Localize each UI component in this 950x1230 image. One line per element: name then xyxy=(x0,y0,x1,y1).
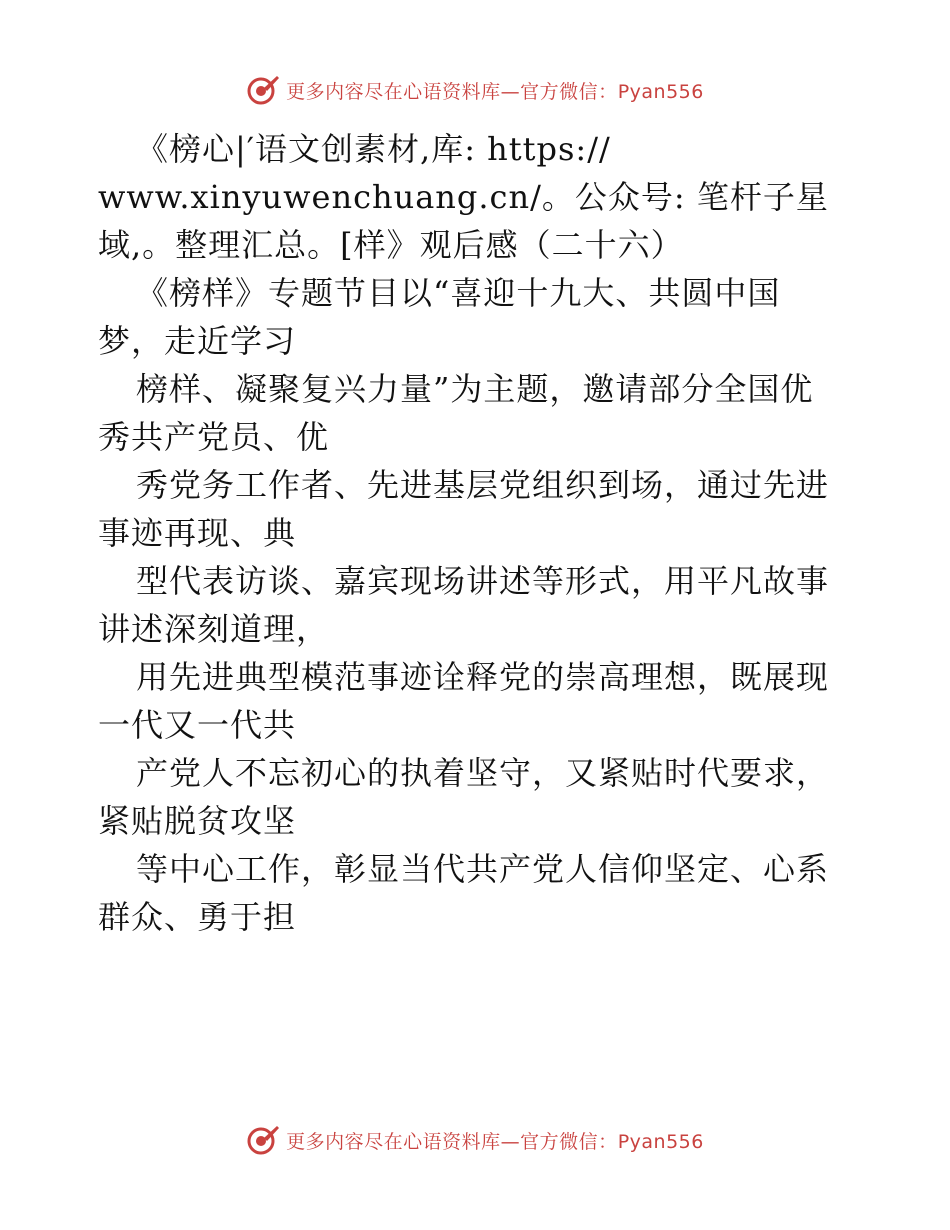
text-line: 《榜心|′语文创素材,库: https:// xyxy=(136,130,611,168)
banner-text xyxy=(286,1127,704,1154)
text-line: 一代又一代共 xyxy=(98,706,297,744)
text-line: 事迹再现、典 xyxy=(98,514,297,552)
banner-brand: 更多内容尽在心语资料库 xyxy=(286,1130,501,1153)
banner-brand: 更多内容尽在心语资料库 xyxy=(286,80,501,103)
footer-banner xyxy=(0,1120,950,1160)
text-line: 榜样、凝聚复兴力量”为主题，邀请部分全国优 xyxy=(136,370,814,408)
banner-wechat-label: 官方微信： xyxy=(520,80,618,103)
banner-separator: — xyxy=(500,80,521,103)
banner-wechat-id: Pyan556 xyxy=(617,1130,704,1153)
text-line: 等中心工作，彰显当代共产党人信仰坚定、心系 xyxy=(136,850,830,888)
text-line: 用先进典型模范事迹诠释党的崇高理想，既展现 xyxy=(136,658,830,696)
text-line: 群众、勇于担 xyxy=(98,898,297,936)
banner-text xyxy=(286,77,704,104)
text-line: www.xinyuwenchuang.cn/。公众号: 笔杆子星 xyxy=(98,178,829,216)
text-line: 秀党务工作者、先进基层党组织到场，通过先进 xyxy=(136,466,830,504)
text-line: 域,。整理汇总。[样》观后感（二十六） xyxy=(98,226,684,264)
banner-wechat-id: Pyan556 xyxy=(617,80,704,103)
pen-seal-icon xyxy=(246,1123,280,1157)
text-line: 型代表访谈、嘉宾现场讲述等形式，用平凡故事 xyxy=(136,562,830,600)
header-banner xyxy=(0,70,950,110)
pen-seal-icon xyxy=(246,73,280,107)
text-line: 讲述深刻道理， xyxy=(98,610,330,648)
text-line: 紧贴脱贫攻坚 xyxy=(98,802,297,840)
document-body xyxy=(98,125,858,941)
banner-separator: — xyxy=(500,1130,521,1153)
banner-wechat-label: 官方微信： xyxy=(520,1130,618,1153)
text-line: 梦，走近学习 xyxy=(98,322,297,360)
text-line: 秀共产党员、优 xyxy=(98,418,330,456)
text-line: 《榜样》专题节目以“喜迎十九大、共圆中国 xyxy=(136,274,781,312)
text-line: 产党人不忘初心的执着坚守，又紧贴时代要求， xyxy=(136,754,830,792)
